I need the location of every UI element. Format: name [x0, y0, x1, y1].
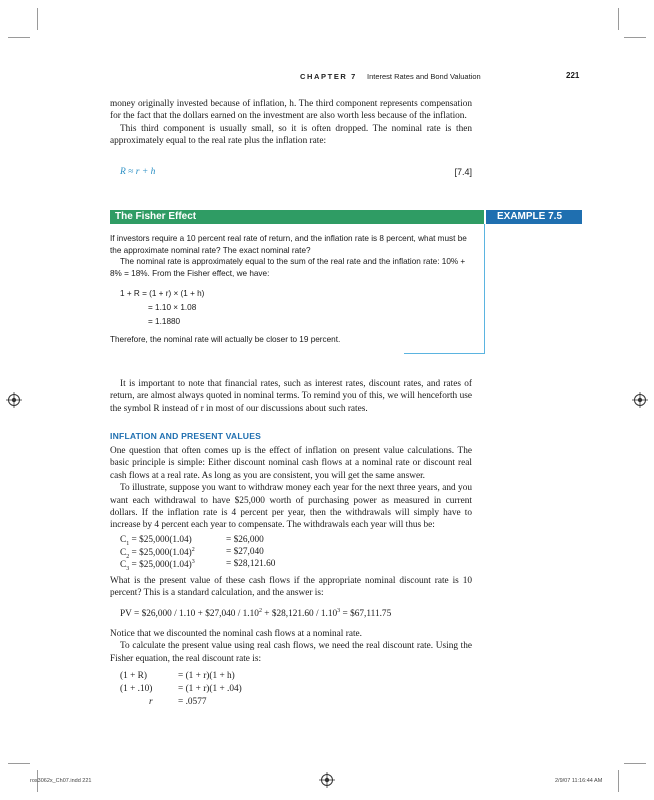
section-paragraph-4: Notice that we discounted the nominal cash flows at a nominal rate.: [110, 629, 362, 639]
nominal-note: [110, 378, 472, 415]
equation-number: [7.4]: [454, 167, 472, 177]
fisher-left: (1 + .10): [120, 684, 153, 694]
cashflow-row: $C_1$ = $25,000(1.04): [120, 535, 192, 547]
section-heading: INFLATION AND PRESENT VALUES: [110, 431, 262, 441]
example-conclusion: Therefore, the nominal rate will actually be closer to 19 percent.: [110, 335, 341, 344]
section-paragraph-1: One question that often comes up is the effect of inflation on present value calculations. The basic principle is simple: Either discount nominal cash flows at a nominal rate or discount real cash flows at a real rate. As long as you are consistent, you will get the same answer.: [110, 446, 472, 481]
cashflow-result: = $27,040: [226, 547, 264, 557]
crop-mark: [37, 8, 38, 30]
registration-mark-icon: [6, 392, 22, 408]
intro-text: [110, 98, 472, 148]
fisher-right: = .0577: [178, 697, 207, 707]
calc-line-1: 1 + R = (1 + r) × (1 + h): [120, 289, 205, 298]
pv-question: What is the present value of these cash flows if the appropriate nominal discount rate is 10 percent? This is a standard calculation, and the answer is:: [110, 576, 472, 599]
crop-mark: [618, 8, 619, 30]
calc-line-3: = 1.1880: [148, 317, 181, 326]
section-paragraph-2: To illustrate, suppose you want to withdraw money each year for the next three years, and you want each withdrawal to have $25,000 worth of purchasing power as measured in current dollars. If the inflation rate is 4 percent per year, then the withdrawals will simply have to increase by 4 percent each year to compensate. The withdrawals each year will thus be:: [110, 483, 472, 531]
fisher-approx-equation: R ≈ r + h: [120, 167, 156, 177]
equation-row: [110, 167, 472, 181]
crop-mark: [624, 763, 646, 764]
intro-paragraph-1: money originally invested because of inflation, h. The third component represents compensation for the fact that the dollars earned on the investment are also worth less because of the inflation.: [110, 99, 472, 122]
nominal-note-paragraph: It is important to note that financial rates, such as interest rates, discount rates, and rates of return, are almost always quoted in nominal terms. To remind you of this, we will henceforth use the symbol R instead of r in most of our discussions about such rates.: [110, 379, 472, 414]
crop-mark: [8, 37, 30, 38]
registration-mark-icon: [632, 392, 648, 408]
fisher-left: (1 + R): [120, 671, 147, 681]
fisher-right: = (1 + r)(1 + h): [178, 671, 235, 681]
footer-timestamp: 2/9/07 11:16:44 AM: [555, 778, 603, 784]
section-text: [110, 445, 472, 532]
pv-formula: PV = $26,000 / 1.10 + $27,040 / 1.10$^2$ + $28,121.60 / 1.10$^3$ = $67,111.75: [120, 608, 392, 620]
example-conclusion-block: [110, 334, 476, 346]
cashflow-result: = $26,000: [226, 535, 264, 545]
cashflow-row: $C_2$ = $\$25,000(1.04)^2$: [120, 547, 195, 560]
example-title: The Fisher Effect: [115, 211, 197, 222]
example-border-right: [484, 224, 485, 354]
calc-line-2: = 1.10 × 1.08: [148, 303, 197, 312]
running-head: [300, 72, 481, 81]
registration-mark-icon: [319, 772, 335, 788]
cashflow-result: = $28,121.60: [226, 559, 276, 569]
crop-mark: [618, 770, 619, 792]
page-number: 221: [566, 71, 580, 80]
intro-paragraph-2: This third component is usually small, so it is often dropped. The nominal rate is then approximately equal to the real rate plus the inflation rate:: [110, 123, 472, 147]
pv-question-block: [110, 575, 472, 600]
section-paragraph-5: To calculate the present value using real cash flows, we need the real discount rate. Using the Fisher equation, the real discount rate is:: [110, 641, 472, 664]
footer-file: ros3062x_Ch07.indd 221: [30, 778, 92, 784]
real-rate-text: [110, 628, 472, 665]
fisher-left: r: [149, 697, 153, 707]
chapter-title: Interest Rates and Bond Valuation: [367, 72, 481, 81]
cashflow-row: $C_3$ = $\$25,000(1.04)^3$: [120, 559, 195, 572]
example-answer: The nominal rate is approximately equal to the sum of the real rate and the inflation rate: 10% + 8% = 18%. From the Fisher effect, we have:: [110, 257, 466, 278]
crop-mark: [624, 37, 646, 38]
example-label: EXAMPLE 7.5: [497, 211, 563, 222]
example-border-bottom: [404, 353, 485, 354]
chapter-label: CHAPTER 7: [300, 72, 357, 81]
crop-mark: [8, 763, 30, 764]
example-question: If investors require a 10 percent real rate of return, and the inflation rate is 8 percent, what must be the approximate nominal rate? The exact nominal rate?: [110, 234, 467, 255]
example-text: [110, 233, 476, 279]
fisher-right: = (1 + r)(1 + .04): [178, 684, 242, 694]
